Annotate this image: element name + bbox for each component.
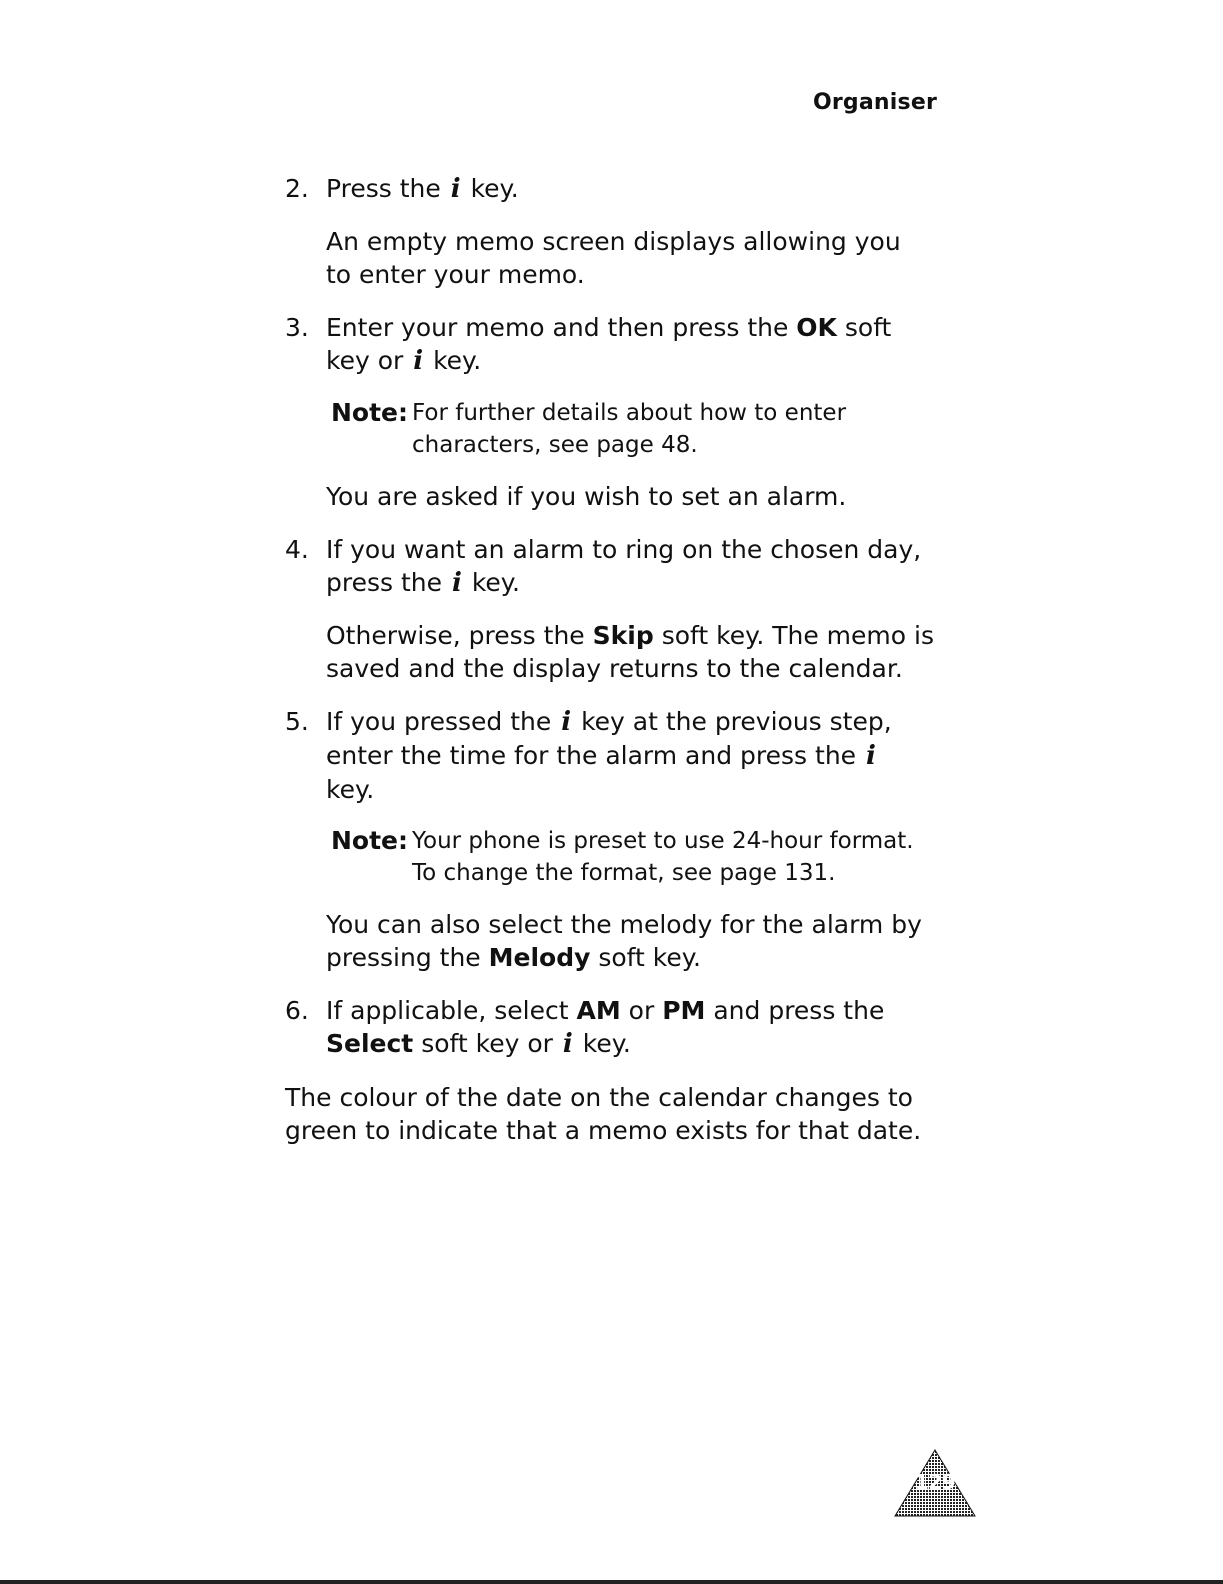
i-key-icon: i	[561, 707, 572, 737]
step-number: 3.	[285, 313, 309, 342]
step-text: soft key or	[421, 1029, 553, 1058]
step-text: or	[628, 996, 655, 1025]
closing-paragraph: The colour of the date on the calendar changes to green to indicate that a memo exists for that date.	[285, 1083, 922, 1145]
step-description: An empty memo screen displays allowing you to enter your memo.	[326, 227, 901, 289]
note-text: Your phone is preset to use 24-hour format. To change the format, see page 131.	[412, 828, 914, 886]
page-content	[285, 172, 945, 1147]
i-key-icon: i	[562, 1029, 573, 1059]
page-number-badge	[893, 1448, 977, 1518]
step-number: 2.	[285, 174, 309, 203]
step-description	[326, 619, 936, 685]
note-label: Note:	[331, 826, 409, 855]
step-text: If applicable, select	[326, 996, 569, 1025]
step-3	[285, 311, 945, 378]
note-block	[331, 825, 932, 889]
melody-soft-key-label: Melody	[488, 943, 591, 972]
step-text: soft key. The memo is saved and the display returns to the calendar.	[326, 621, 934, 683]
step-text: key.	[471, 568, 520, 597]
step-text: key.	[470, 174, 519, 203]
step-number: 5.	[285, 707, 309, 736]
step-text: and press the	[713, 996, 885, 1025]
step-text: key at the previous step, enter the time for the alarm and press the	[326, 707, 892, 770]
step-text: Press the	[326, 174, 441, 203]
step-instruction	[326, 311, 906, 378]
i-key-icon: i	[451, 568, 462, 598]
step-text: soft key.	[598, 943, 701, 972]
step-instruction	[326, 994, 906, 1061]
step-description	[285, 908, 926, 974]
step-text: If you pressed the	[326, 707, 552, 736]
ok-soft-key-label: OK	[796, 313, 837, 342]
step-instruction	[326, 533, 946, 600]
i-key-icon: i	[450, 174, 461, 204]
pm-option-label: PM	[662, 996, 706, 1025]
step-text: soft key or	[326, 313, 892, 375]
step-2	[285, 172, 945, 291]
step-text: Enter your memo and then press the	[326, 313, 789, 342]
step-text: Otherwise, press the	[326, 621, 585, 650]
step-description: You are asked if you wish to set an alarm.	[326, 482, 847, 511]
step-instruction	[326, 705, 906, 806]
note-text: For further details about how to enter characters, see page 48.	[412, 400, 847, 458]
i-key-icon: i	[413, 346, 424, 376]
step-number: 4.	[285, 535, 309, 564]
step-5	[285, 705, 945, 806]
step-6	[285, 994, 945, 1061]
note-block	[331, 397, 882, 461]
skip-soft-key-label: Skip	[592, 621, 654, 650]
note-label: Note:	[331, 398, 409, 427]
step-instruction	[326, 172, 945, 206]
step-4	[285, 533, 945, 685]
section-header: Organiser	[812, 90, 937, 115]
step-text: key.	[433, 346, 482, 375]
step-text: key.	[582, 1029, 631, 1058]
am-option-label: AM	[576, 996, 621, 1025]
step-text: key.	[326, 775, 375, 804]
step-number: 6.	[285, 996, 309, 1025]
bottom-border	[0, 1580, 1223, 1584]
step-text: If you want an alarm to ring on the chosen day, press the	[326, 535, 922, 597]
select-soft-key-label: Select	[326, 1029, 414, 1058]
step-text: You can also select the melody for the alarm by pressing the	[326, 910, 922, 972]
page-number: 129	[914, 1470, 956, 1494]
i-key-icon: i	[866, 741, 876, 771]
